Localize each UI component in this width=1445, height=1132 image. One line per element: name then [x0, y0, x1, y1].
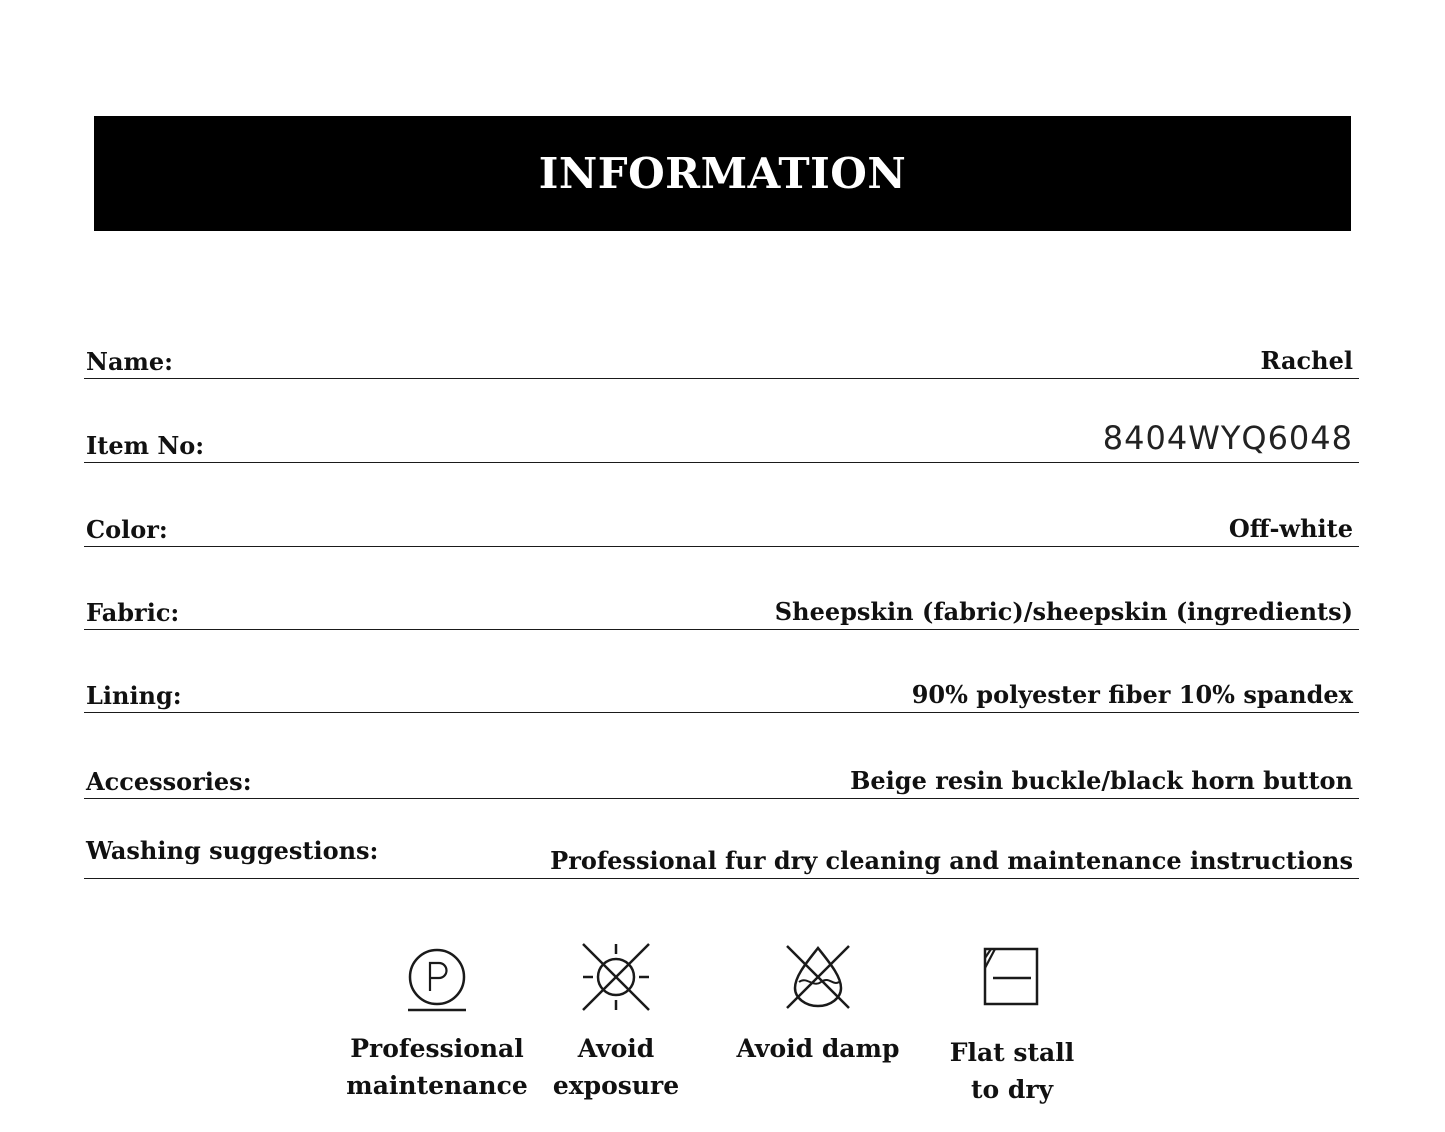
row-value: Off-white: [1228, 514, 1353, 543]
row-label: Accessories:: [86, 767, 252, 796]
row-label: Name:: [86, 347, 174, 376]
care-label-line1: Professional: [350, 1034, 524, 1063]
row-label: Washing suggestions:: [86, 836, 379, 865]
row-value: 90% polyester fiber 10% spandex: [911, 680, 1353, 709]
page-title: INFORMATION: [538, 149, 907, 198]
flat-dry-icon: [973, 938, 1051, 1016]
info-row-name: [84, 328, 1359, 379]
care-label-line1: Avoid damp: [736, 1034, 900, 1063]
care-label-line2: exposure: [552, 1071, 680, 1100]
info-row-accessories: [84, 748, 1359, 799]
header-bar: [94, 116, 1351, 231]
info-row-color: [84, 496, 1359, 547]
row-value: 8404WYQ6048: [1102, 419, 1353, 457]
care-label-line1: Avoid: [577, 1034, 655, 1063]
row-value: Professional fur dry cleaning and maintenance instructions: [550, 846, 1353, 875]
row-value: Beige resin buckle/black horn button: [850, 766, 1353, 795]
care-item-avoid-exposure: [516, 938, 716, 1104]
care-label-line2: maintenance: [346, 1071, 528, 1100]
row-value: Sheepskin (fabric)/sheepskin (ingredients): [774, 597, 1353, 626]
info-row-fabric: [84, 579, 1359, 630]
care-label-line1: Flat stall: [949, 1038, 1075, 1067]
professional-dry-clean-icon: [398, 938, 476, 1016]
row-label: Color:: [86, 515, 168, 544]
care-item-avoid-damp: [718, 938, 918, 1067]
row-label: Lining:: [86, 681, 182, 710]
care-item-flat-dry: [912, 938, 1112, 1108]
row-label: Item No:: [86, 431, 205, 460]
avoid-sun-exposure-icon: [577, 938, 655, 1016]
info-row-lining: [84, 662, 1359, 713]
info-row-washing: [84, 828, 1359, 879]
care-label-line2: to dry: [970, 1075, 1054, 1104]
avoid-damp-icon: [779, 938, 857, 1016]
row-value: Rachel: [1260, 346, 1353, 375]
row-label: Fabric:: [86, 598, 180, 627]
care-item-professional: [337, 938, 537, 1104]
info-row-item-no: [84, 412, 1359, 463]
